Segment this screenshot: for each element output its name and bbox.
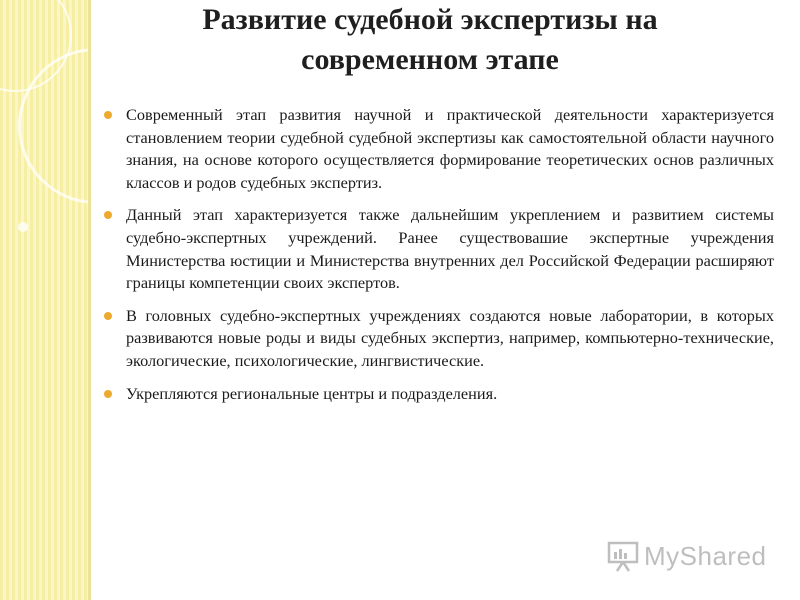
- bullet-text: Современный этап развития научной и практической деятельности характеризуется становлением теории судебной судебной экспертизы как самостоятельной области научного знания, на основе которого осуществляется формирование теоретических основ различных классов и родов судебных экспертиз.: [126, 105, 774, 192]
- bullet-item: [126, 204, 774, 294]
- watermark-logo: [606, 536, 776, 576]
- bullet-item: [126, 383, 774, 406]
- watermark-text: MyShared: [644, 540, 767, 571]
- bullet-dot-icon: [104, 312, 112, 320]
- bullet-text: Укрепляются региональные центры и подразделения.: [126, 383, 498, 403]
- decorative-side-band: [0, 0, 90, 600]
- slide-title: [100, 0, 760, 80]
- bullet-dot-icon: [104, 390, 112, 398]
- decorative-dot: [18, 222, 28, 232]
- slide-title-line-1: Развитие судебной экспертизы на: [202, 3, 658, 36]
- side-band-edge: [88, 0, 91, 600]
- bullet-text: В головных судебно-экспертных учреждениях создаются новые лаборатории, в которых развиваются новые роды и виды судебных экспертиз, например, компьютерно-технические, экологические, психологические, лингвистические.: [126, 305, 774, 370]
- bullet-item: [126, 104, 774, 194]
- bullet-item: [126, 305, 774, 373]
- bullet-list: [126, 104, 774, 415]
- slide-title-line-2: современном этапе: [301, 43, 559, 76]
- bullet-text: Данный этап характеризуется также дальнейшим укреплением и развитием системы судебно-экспертных учреждений. Ранее существовашие экспертные учреждения Министерства юстиции и Министерства внутренних дел Российской Федерации расширяют границы компетенции своих экспертов.: [126, 205, 774, 293]
- bullet-dot-icon: [104, 211, 112, 219]
- bullet-dot-icon: [104, 111, 112, 119]
- presentation-board-icon: [606, 539, 640, 573]
